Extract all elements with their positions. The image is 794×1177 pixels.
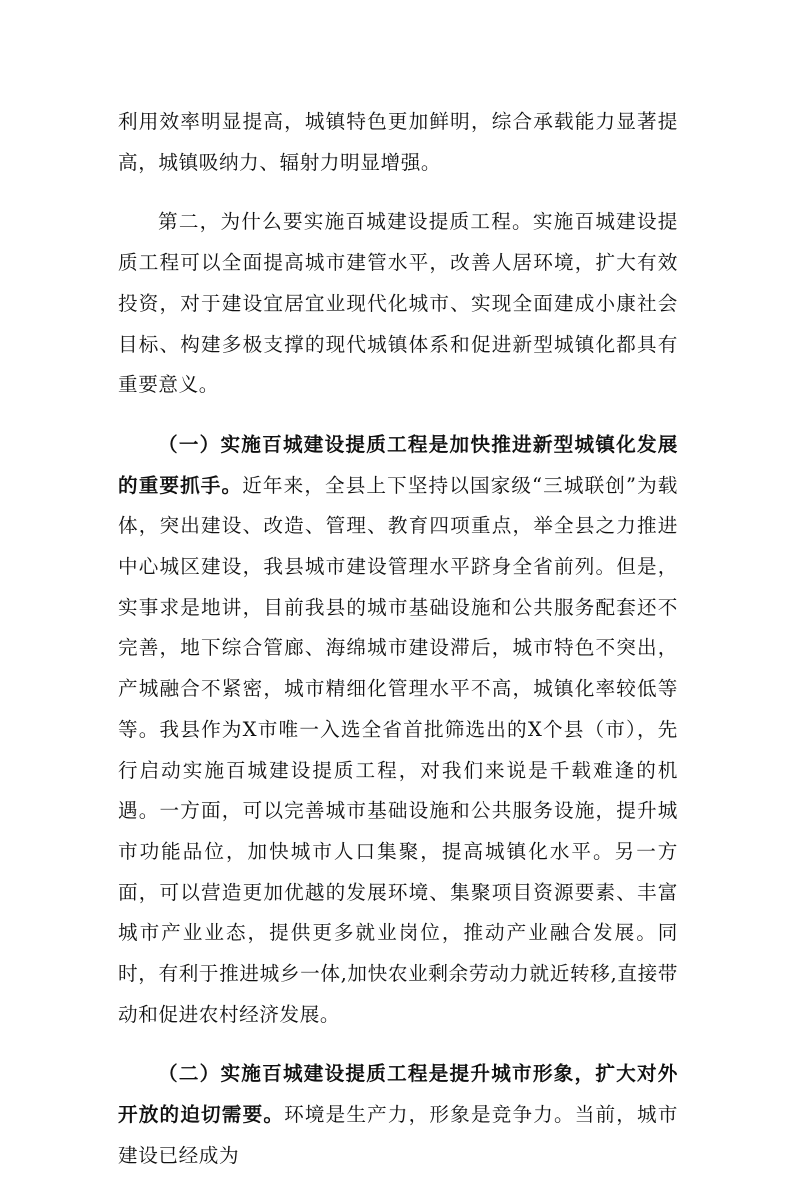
section-two-heading: （二）实施百城建设提质工程是提升城市形象，扩大对外开放的迫切需要。	[118, 1062, 678, 1127]
section-two-body: 环境是生产力，形象是竞争力。当前，城市建设已经成为	[118, 1103, 678, 1167]
document-page	[118, 102, 678, 1177]
section-one-heading: （一）实施百城建设提质工程是加快推进新型城镇化发展的重要抓手。	[118, 432, 678, 497]
paragraph-second: 第二，为什么要实施百城建设提质工程。实施百城建设提质工程可以全面提高城市建管水平，改善人居环境，扩大有效投资，对于建设宜居宜业现代化城市、实现全面建成小康社会目标、构建多极支撑的现代城镇体系和促进新型城镇化都具有重要意义。	[118, 210, 678, 397]
section-two-paragraph	[118, 1054, 678, 1176]
section-one-body: 近年来，全县上下坚持以国家级“三城联创”为载体，突出建设、改造、管理、教育四项重点，举全县之力推进中心城区建设，我县城市建设管理水平跻身全省前列。但是，实事求是地讲，目前我县的城市基础设施和公共服务配套还不完善，地下综合管廊、海绵城市建设滞后，城市特色不突出，产城融合不紧密，城市精细化管理水平不高，城镇化率较低等等。我县作为X市唯一入选全省首批筛选出的X个县（市），先行启动实施百城建设提质工程，对我们来说是千载难逢的机遇。一方面，可以完善城市基础设施和公共服务设施，提升城市功能品位，加快城市人口集聚，提高城镇化水平。另一方面，可以营造更加优越的发展环境、集聚项目资源要素、丰富城市产业业态，提供更多就业岗位，推动产业融合发展。同时，有利于推进城乡一体,加快农业剩余劳动力就近转移,直接带动和促进农村经济发展。	[118, 473, 678, 1026]
section-one-paragraph	[118, 425, 678, 1036]
paragraph-continuation: 利用效率明显提高，城镇特色更加鲜明，综合承载能力显著提高，城镇吸纳力、辐射力明显增强。	[118, 110, 678, 174]
